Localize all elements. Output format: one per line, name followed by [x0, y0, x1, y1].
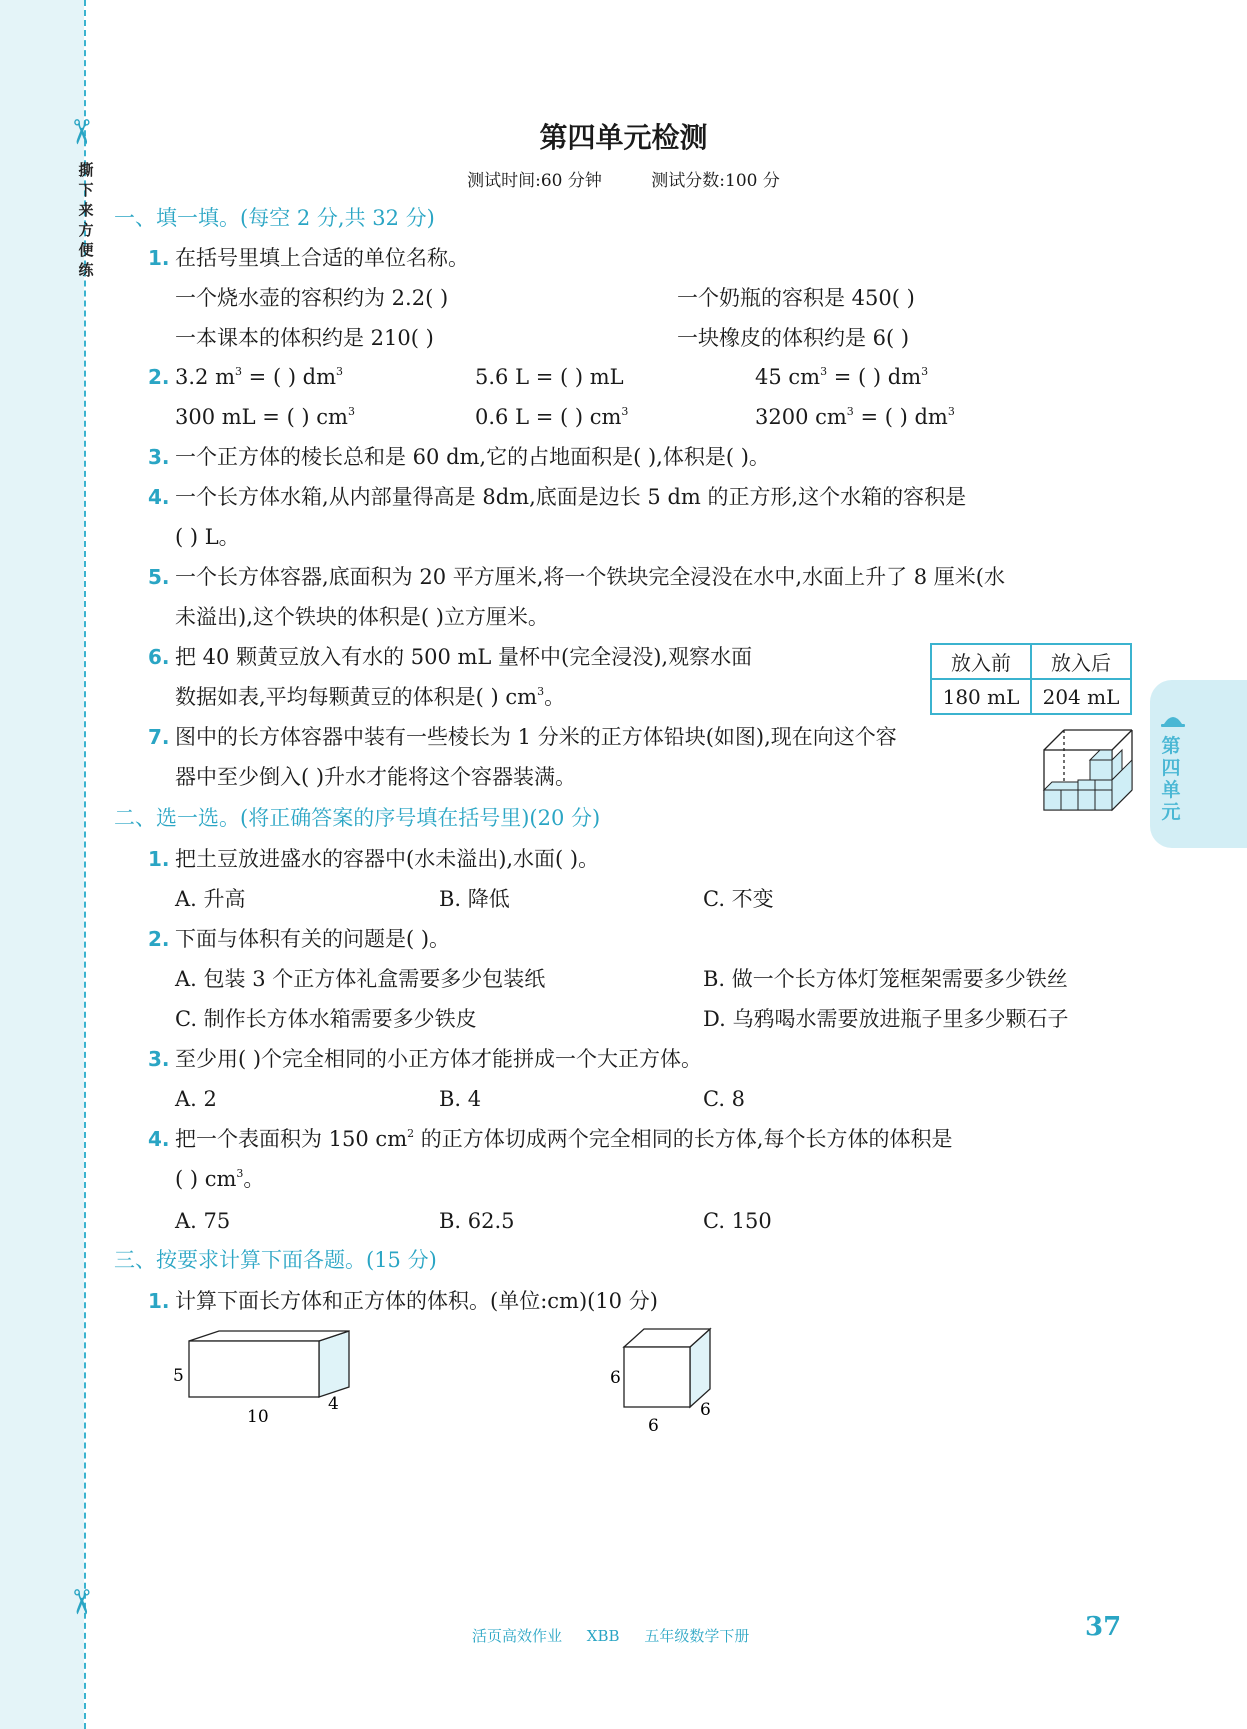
option-a: A. 75 — [175, 1209, 231, 1233]
question-text: 图中的长方体容器中装有一些棱长为 1 分米的正方体铅块(如图),现在向这个容 — [175, 725, 897, 749]
fill-item: 一本课本的体积约是 210( ) — [175, 326, 434, 350]
question-number: 3. — [148, 1047, 170, 1071]
question-text: 把土豆放进盛水的容器中(水未溢出),水面( )。 — [175, 847, 600, 871]
question-text: 下面与体积有关的问题是( )。 — [175, 927, 451, 951]
question-text: 至少用( )个完全相同的小正方体才能拼成一个大正方体。 — [175, 1047, 703, 1071]
section-title: 三、按要求计算下面各题。 — [114, 1248, 366, 1272]
test-info — [0, 166, 1247, 191]
fill-item: 一块橡皮的体积约是 6( ) — [677, 326, 910, 350]
section-title: 二、选一选。 — [114, 806, 240, 830]
container-cubes-figure — [1040, 726, 1138, 814]
section-3-heading — [114, 1246, 437, 1274]
conversion-item: 300 mL = ( ) $cm^3$ — [175, 405, 355, 429]
question-text: 把一个表面积为 150 $cm^2$ 的正方体切成两个完全相同的长方体,每个长方体的体积是 — [175, 1127, 953, 1151]
option-b: B. 降低 — [439, 887, 510, 911]
section-title: 一、填一填。 — [114, 206, 240, 230]
question-number: 1. — [148, 246, 170, 270]
option-c: C. 制作长方体水箱需要多少铁皮 — [175, 1007, 477, 1031]
option-b: B. 做一个长方体灯笼框架需要多少铁丝 — [703, 967, 1068, 991]
question-text: 一个长方体容器,底面积为 20 平方厘米,将一个铁块完全浸没在水中,水面上升了 8 厘米(水 — [175, 565, 1005, 589]
question-number: 4. — [148, 485, 170, 509]
question-number: 1. — [148, 847, 170, 871]
question-number: 2. — [148, 927, 170, 951]
cuboid-figure — [165, 1325, 365, 1435]
section-note: (每空 2 分,共 32 分) — [240, 206, 435, 230]
option-d: D. 乌鸦喝水需要放进瓶子里多少颗石子 — [703, 1007, 1069, 1031]
question-text: 未溢出),这个铁块的体积是( )立方厘米。 — [175, 605, 549, 629]
table-header: 放入前 — [931, 644, 1031, 679]
cuboid-width-label: 4 — [328, 1394, 339, 1414]
test-score: 测试分数:100 分 — [651, 171, 780, 191]
unit-tab-label: 第四单元 — [1161, 735, 1181, 823]
book-code: XBB — [586, 1627, 620, 1645]
question-text: 在括号里填上合适的单位名称。 — [175, 246, 469, 270]
page-title: 第四单元检测 — [539, 121, 708, 154]
question-text: ( ) L。 — [175, 525, 240, 549]
grade-subject: 五年级数学下册 — [644, 1627, 750, 1645]
cube-figure — [600, 1325, 730, 1440]
question-text: 一个正方体的棱长总和是 60 dm,它的占地面积是( ),体积是( )。 — [175, 445, 770, 469]
question-number: 4. — [148, 1127, 170, 1151]
conversion-item: 0.6 L = ( ) $cm^3$ — [475, 405, 629, 429]
tear-strip — [0, 0, 84, 1729]
section-1-heading — [114, 204, 435, 232]
question-number: 7. — [148, 725, 170, 749]
option-a: A. 包装 3 个正方体礼盒需要多少包装纸 — [175, 967, 546, 991]
test-time: 测试时间:60 分钟 — [467, 171, 602, 191]
question-text: 数据如表,平均每颗黄豆的体积是( ) $cm^3$。 — [175, 685, 566, 709]
page-number: 37 — [1085, 1612, 1122, 1642]
table-cell: 180 mL — [931, 679, 1031, 714]
option-c: C. 不变 — [703, 887, 774, 911]
question-number: 3. — [148, 445, 170, 469]
fill-item: 一个烧水壶的容积约为 2.2( ) — [175, 286, 449, 310]
option-a: A. 升高 — [175, 887, 246, 911]
section-note: (将正确答案的序号填在括号里)(20 分) — [240, 806, 601, 830]
page-footer — [472, 1625, 769, 1646]
cube-width-label: 6 — [700, 1400, 711, 1420]
question-text: 计算下面长方体和正方体的体积。(单位:cm)(10 分) — [175, 1289, 658, 1313]
option-a: A. 2 — [175, 1087, 217, 1111]
question-number: 6. — [148, 645, 170, 669]
cuboid-length-label: 10 — [247, 1407, 269, 1427]
table-header: 放入后 — [1031, 644, 1131, 679]
cuboid-height-label: 5 — [173, 1366, 184, 1386]
question-number: 1. — [148, 1289, 170, 1313]
conversion-item: 3.2 $m^3$ = ( ) $dm^3$ — [175, 365, 344, 389]
option-b: B. 4 — [439, 1087, 482, 1111]
conversion-item: 45 $cm^3$ = ( ) $dm^3$ — [755, 365, 929, 389]
option-c: C. 8 — [703, 1087, 746, 1111]
question-number: 5. — [148, 565, 170, 589]
table-cell: 204 mL — [1031, 679, 1131, 714]
cube-length-label: 6 — [648, 1416, 659, 1436]
tear-hint: 撕下来 方便练 — [78, 161, 94, 279]
question-text: 器中至少倒入( )升水才能将这个容器装满。 — [175, 765, 577, 789]
scissors-icon: ✂ — [60, 117, 101, 147]
question-number: 2. — [148, 365, 170, 389]
section-2-heading — [114, 804, 600, 832]
hat-icon — [1160, 712, 1186, 728]
fill-item: 一个奶瓶的容积是 450( ) — [677, 286, 915, 310]
question-text: ( ) $cm^3$。 — [175, 1167, 265, 1191]
conversion-item: 5.6 L = ( ) mL — [475, 365, 624, 389]
bean-data-table — [930, 643, 1132, 715]
scissors-icon: ✂ — [60, 1587, 101, 1617]
question-text: 把 40 颗黄豆放入有水的 500 mL 量杯中(完全浸没),观察水面 — [175, 645, 753, 669]
option-b: B. 62.5 — [439, 1209, 515, 1233]
cube-height-label: 6 — [610, 1368, 621, 1388]
conversion-item: 3200 $cm^3$ = ( ) $dm^3$ — [755, 405, 955, 429]
option-c: C. 150 — [703, 1209, 772, 1233]
section-note: (15 分) — [366, 1248, 437, 1272]
question-text: 一个长方体水箱,从内部量得高是 8dm,底面是边长 5 dm 的正方形,这个水箱的容积是 — [175, 485, 967, 509]
book-name: 活页高效作业 — [472, 1627, 563, 1645]
